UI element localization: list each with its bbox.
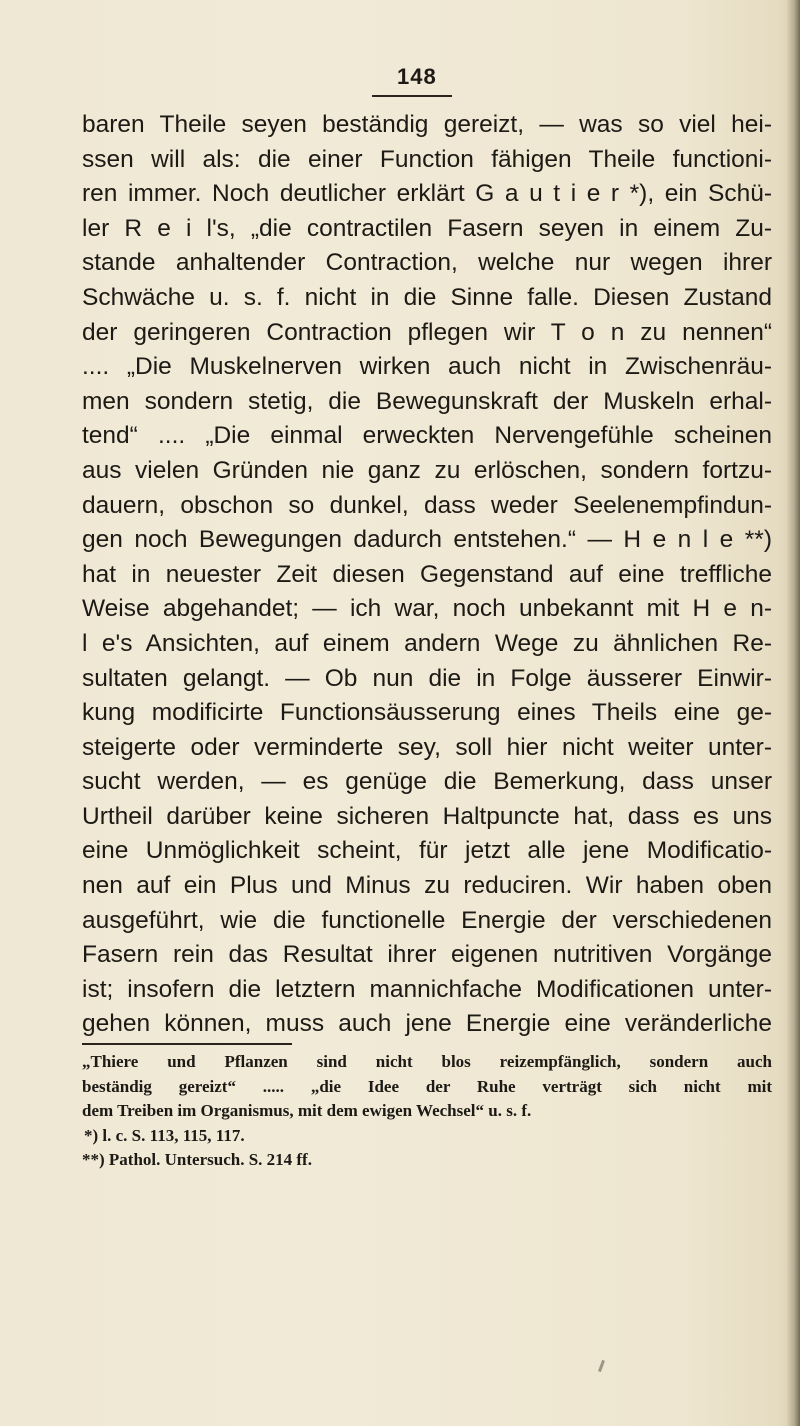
text-line: Weise abgehandet; — ich war, noch unbekannt mit H e n- <box>82 595 772 623</box>
footnote-1: *) l. c. S. 113, 115, 117. <box>84 1125 245 1145</box>
page-number: 148 <box>397 64 437 89</box>
page-number-underline <box>372 95 452 97</box>
text-line: baren Theile seyen beständig gereizt, — was so viel hei- <box>82 111 772 138</box>
footnote-2: **) Pathol. Untersuch. S. 214 ff. <box>82 1150 312 1169</box>
text-line: ausgeführt, wie die functionelle Energie der verschiedenen <box>82 906 772 934</box>
text-line: hat in neuester Zeit diesen Gegenstand auf eine treffliche <box>82 560 772 588</box>
text-line: ler R e i l's, „die contractilen Fasern seyen in einem Zu- <box>82 214 772 242</box>
text-line: ssen will als: die einer Function fähigen Theile functioni- <box>82 145 772 173</box>
text-line: aus vielen Gründen nie ganz zu erlöschen, sondern fortzu- <box>82 456 772 484</box>
footnote-separator <box>82 1043 292 1045</box>
footnote-continuation-line: dem Treiben im Organismus, mit dem ewigen Wechsel“ u. s. f. <box>82 1101 532 1120</box>
text-line: ist; insofern die letztern mannichfache Modificationen unter- <box>82 975 772 1003</box>
text-line: steigerte oder verminderte sey, soll hier nicht weiter unter- <box>82 733 772 761</box>
footnote-continuation-line: beständig gereizt“ ..... „die Idee der Ruhe verträgt sich nicht mit <box>82 1076 772 1096</box>
text-line: .... „Die Muskelnerven wirken auch nicht in Zwischenräu- <box>82 353 772 381</box>
text-line: tend“ .... „Die einmal erweckten Nervengefühle scheinen <box>82 422 772 450</box>
text-line: Fasern rein das Resultat ihrer eigenen nutritiven Vorgänge <box>82 941 772 969</box>
text-line: Schwäche u. s. f. nicht in die Sinne falle. Diesen Zustand <box>82 283 772 311</box>
text-line: stande anhaltender Contraction, welche nur wegen ihrer <box>82 249 772 277</box>
text-line: der geringeren Contraction pflegen wir T o n zu nennen“ <box>82 318 772 346</box>
text-line: men sondern stetig, die Bewegunskraft der Muskeln erhal- <box>82 387 772 415</box>
text-line: nen auf ein Plus und Minus zu reduciren. Wir haben oben <box>82 872 772 900</box>
footnote-continuation-line: „Thiere und Pflanzen sind nicht blos reizempfänglich, sondern auch <box>82 1052 772 1071</box>
text-line: gehen können, muss auch jene Energie eine veränderliche <box>82 1010 772 1038</box>
text-line: sultaten gelangt. — Ob nun die in Folge äusserer Einwir- <box>82 664 772 692</box>
text-line: Urtheil darüber keine sicheren Haltpuncte hat, dass es uns <box>82 802 772 830</box>
footnotes-block <box>82 1050 772 1173</box>
text-line: l e's Ansichten, auf einem andern Wege zu ähnlichen Re- <box>82 629 772 657</box>
text-line: ren immer. Noch deutlicher erklärt G a u t i e r *), ein Schü- <box>82 180 772 208</box>
text-line: gen noch Bewegungen dadurch entstehen.“ — H e n l e **) <box>82 526 772 554</box>
text-line: sucht werden, — es genüge die Bemerkung, dass unser <box>82 768 772 796</box>
ink-mark <box>598 1360 605 1372</box>
text-line: kung modificirte Functionsäusserung eines Theils eine ge- <box>82 699 772 727</box>
page-edge-shadow <box>786 0 800 1426</box>
main-text-block <box>82 108 772 1042</box>
text-line: dauern, obschon so dunkel, dass weder Seelenempfindun- <box>82 491 772 519</box>
text-line: eine Unmöglichkeit scheint, für jetzt alle jene Modificatio- <box>82 837 772 865</box>
